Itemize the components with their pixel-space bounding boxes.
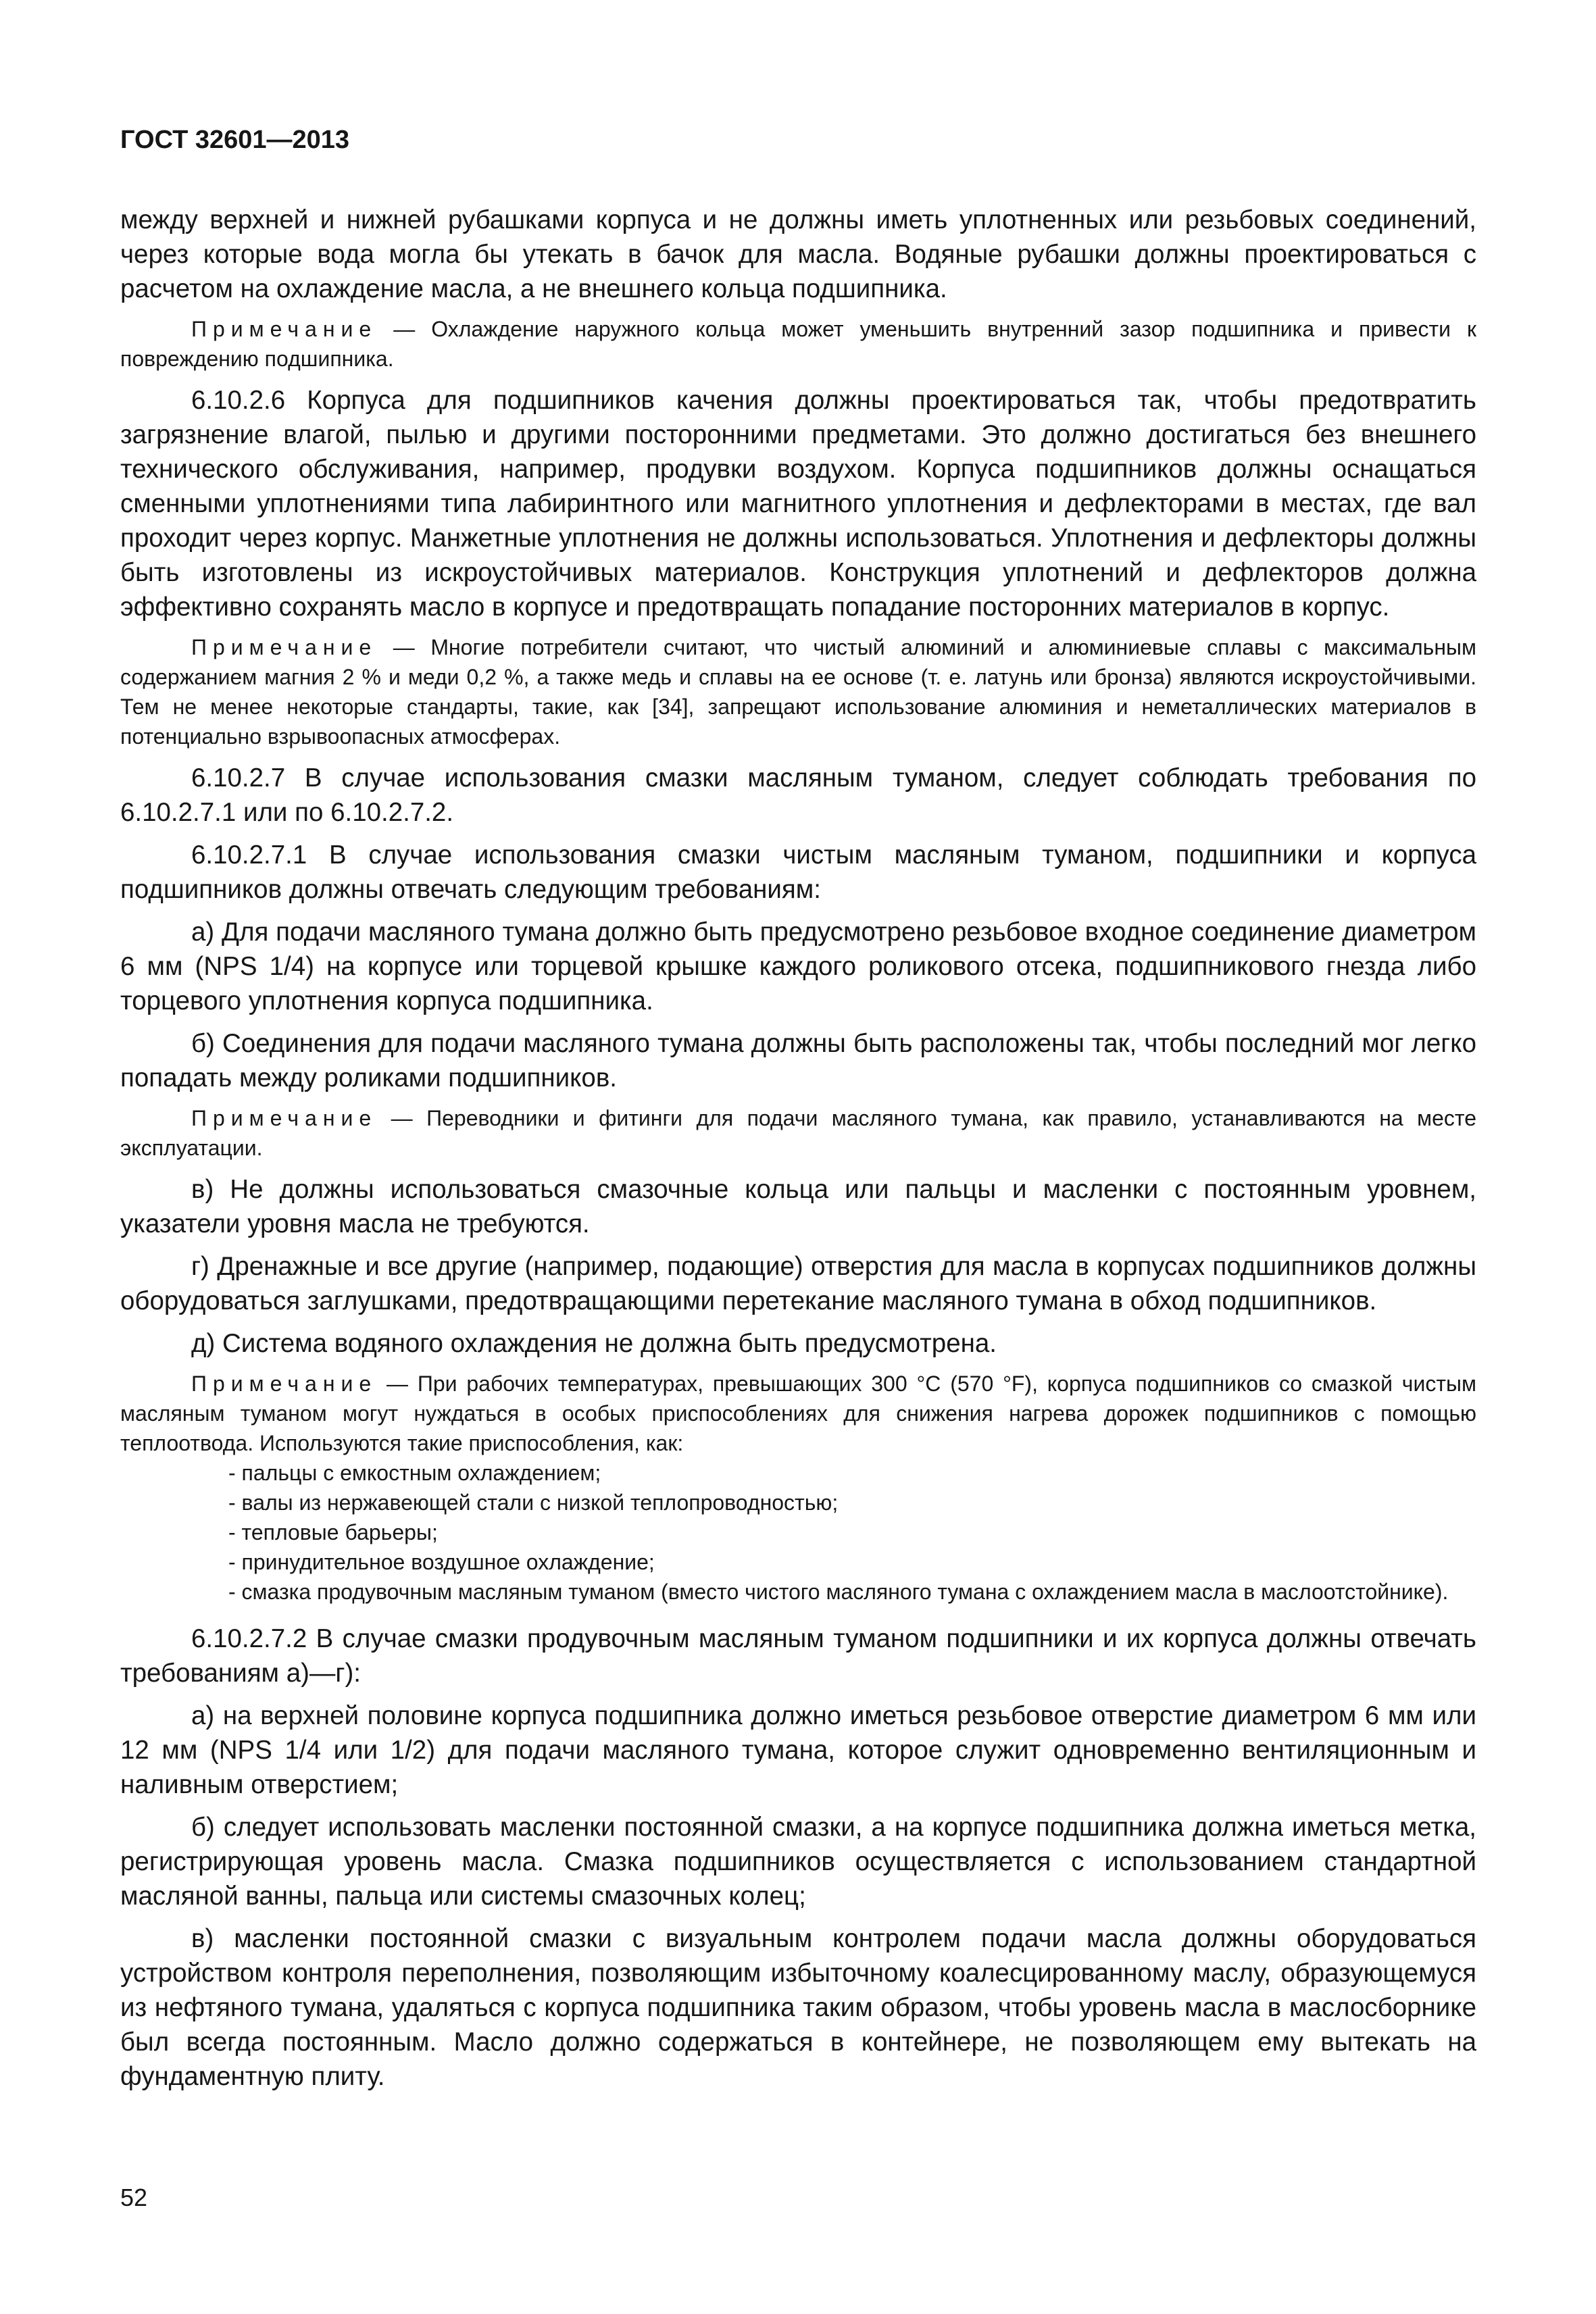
list-item: - тепловые барьеры; (228, 1520, 438, 1544)
list-item: - принудительное воздушное охлаждение; (228, 1550, 655, 1574)
note-cooling (120, 314, 1476, 374)
clause-6-10-2-7: 6.10.2.7 В случае использования смазки масляным туманом, следует соблюдать требования по 6.10.2.7.1 или по 6.10.2.7.2. (120, 763, 1476, 827)
document-code-header: ГОСТ 32601—2013 (120, 126, 350, 154)
item-a-purge-mist: а) на верхней половине корпуса подшипника должно иметься резьбовое отверстие диаметром 6 мм или 12 мм (NPS 1/4 или 1/2) для подачи масляного тумана, которое служит одновременно вентиляционным и наливным отверстием; (120, 1701, 1476, 1799)
item-v-pure-mist: в) Не должны использоваться смазочные кольца или пальцы и масленки с постоянным уровнем, указатели уровня масла не требуются. (120, 1175, 1476, 1238)
page-number: 52 (120, 2184, 148, 2211)
note-text: — Многие потребители считают, что чистый алюминий и алюминиевые сплавы с максимальным содержанием магния 2 % и меди 0,2 %, а также медь и сплавы на ее основе (т. е. латунь или бронза) являются искроустойчивыми. Тем не менее некоторые стандарты, такие, как [34], запрещают использование алюминия и неметаллических материалов в потенциально взрывоопасных атмосферах. (120, 635, 1476, 749)
note-text: — Переводники и фитинги для подачи масляного тумана, как правило, устанавливаются на месте эксплуатации. (120, 1106, 1476, 1160)
item-d-pure-mist: д) Система водяного охлаждения не должна быть предусмотрена. (191, 1329, 997, 1358)
note-text: — Охлаждение наружного кольца может уменьшить внутренний зазор подшипника и привести к повреждению подшипника. (120, 317, 1476, 371)
item-b-purge-mist: б) следует использовать масленки постоянной смазки, а на корпусе подшипника должна иметься метка, регистрирующая уровень масла. Смазка подшипников осуществляется с использованием стандартной масляной ванны, пальца или системы смазочных колец; (120, 1813, 1476, 1911)
note-high-temperature (120, 1369, 1476, 1458)
item-a-pure-mist: а) Для подачи масляного тумана должно быть предусмотрено резьбовое входное соединение диаметром 6 мм (NPS 1/4) на корпусе или торцевой крышке каждого роликового отсека, подшипникового гнезда либо торцевого уплотнения корпуса подшипника. (120, 917, 1476, 1015)
item-b-pure-mist: б) Соединения для подачи масляного тумана должны быть расположены так, чтобы последний мог легко попадать между роликами подшипников. (120, 1029, 1476, 1092)
note-label: Примечание (191, 317, 378, 341)
list-item: - валы из нержавеющей стали с низкой теплопроводностью; (228, 1490, 839, 1515)
note-spark-resistant (120, 632, 1476, 751)
clause-6-10-2-6: 6.10.2.6 Корпуса для подшипников качения должны проектироваться так, чтобы предотвратить загрязнение влагой, пылью и другими посторонними предметами. Это должно достигаться без внешнего технического обслуживания, например, продувки воздухом. Корпуса подшипников должны оснащаться сменными уплотнениями типа лабиринтного или магнитного уплотнения и дефлекторами в местах, где вал проходит через корпус. Манжетные уплотнения не должны использоваться. Уплотнения и дефлекторы должны быть изготовлены из искроустойчивых материалов. Конструкция уплотнений и дефлекторов должна эффективно сохранять масло в корпусе и предотвращать попадание посторонних материалов в корпус. (120, 386, 1476, 622)
note-text: — При рабочих температурах, превышающих 300 °С (570 °F), корпуса подшипников со смазкой чистым масляным туманом могут нуждаться в особых приспособлениях для снижения нагрева дорожек подшипников с помощью теплоотвода. Используются такие приспособления, как: (120, 1372, 1476, 1455)
list-item: - смазка продувочным масляным туманом (вместо чистого масляного тумана с охлаждением масла в маслоотстойнике). (228, 1580, 1449, 1604)
item-v-purge-mist: в) масленки постоянной смазки с визуальным контролем подачи масла должны оборудоваться устройством контроля переполнения, позволяющим избыточному коалесцированному маслу, образующемуся из нефтяного тумана, удаляться с корпуса подшипника таким образом, чтобы уровень масла в маслосборнике был всегда постоянным. Масло должно содержаться в контейнере, не позволяющем ему вытекать на фундаментную плиту. (120, 1924, 1476, 2091)
note-fittings (120, 1103, 1476, 1163)
note-label: Примечание (191, 1372, 378, 1396)
note-label: Примечание (191, 635, 378, 659)
item-g-pure-mist: г) Дренажные и все другие (например, подающие) отверстия для масла в корпусах подшипников должны оборудоваться заглушками, предотвращающими перетекание масляного тумана в обход подшипников. (120, 1252, 1476, 1315)
clause-6-10-2-7-2: 6.10.2.7.2 В случае смазки продувочным масляным туманом подшипники и их корпуса должны отвечать требованиям а)—г): (120, 1624, 1476, 1688)
clause-6-10-2-7-1: 6.10.2.7.1 В случае использования смазки чистым масляным туманом, подшипники и корпуса подшипников должны отвечать следующим требованиям: (120, 840, 1476, 904)
document-body (120, 203, 1476, 2102)
note-label: Примечание (191, 1106, 378, 1130)
list-item: - пальцы с емкостным охлаждением; (228, 1461, 601, 1485)
paragraph-continuation: между верхней и нижней рубашками корпуса и не должны иметь уплотненных или резьбовых соединений, через которые вода могла бы утекать в бачок для масла. Водяные рубашки должны проектироваться с расчетом на охлаждение масла, а не внешнего кольца подшипника. (120, 205, 1476, 303)
